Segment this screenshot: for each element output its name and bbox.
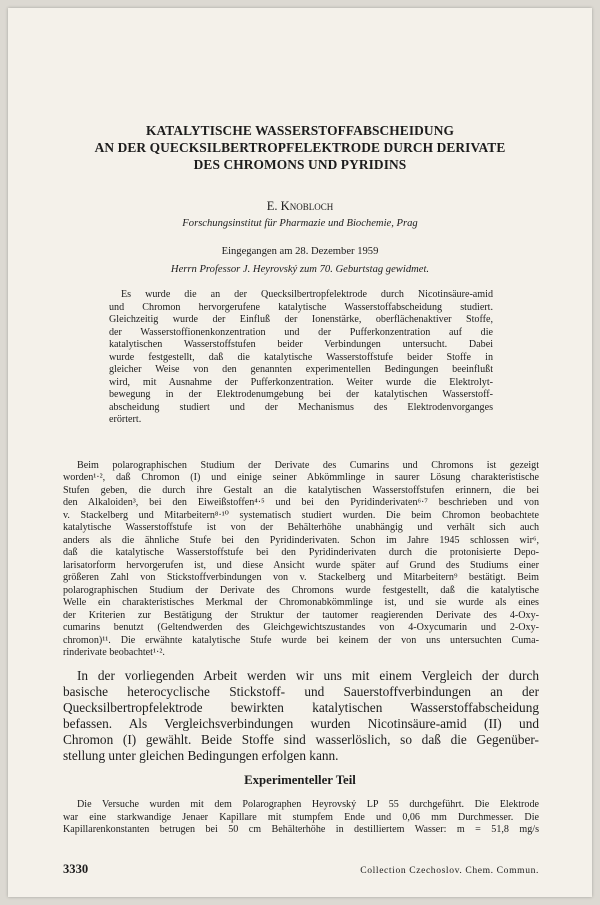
- body-line: befassen. Als Vergleichsverbindungen wurden Nicotinsäure-amid (II) und: [63, 716, 539, 732]
- body-line: In der vorliegenden Arbeit werden wir uns mit einem Vergleich der durch: [77, 668, 539, 683]
- body-line: daß die katalytische Wasserstoffstufe bei den Pyridinderivaten durch die protonisierte Depo-: [63, 547, 539, 559]
- title-line: DES CHROMONS UND PYRIDINS: [193, 157, 407, 172]
- journal-name: Collection Czechoslov. Chem. Commun.: [360, 865, 539, 876]
- title-line: AN DER QUECKSILBERTROPFELEKTRODE DURCH DERIVATE: [94, 140, 506, 155]
- author-text: E. Knobloch: [266, 199, 334, 213]
- received-date: Eingegangen am 28. Dezember 1959: [221, 246, 379, 257]
- body-line: cumarins benutzt (Geltendwerden des Gleichgewichtszustandes von 4-Oxycumarin und 2-Oxy-: [63, 622, 539, 634]
- body-line: v. Stackelberg und Mitarbeitern⁸·¹⁰ systematisch studiert wurden. Die beim Chromon beobachtete: [63, 509, 539, 521]
- body-line: stellung unter gleichen Bedingungen erfolgen kann.: [63, 748, 339, 764]
- body-line: anders als die ähnliche Stufe bei den Pyridinderivaten. Schon im Jahre 1945 schlossen wir⁶,: [63, 534, 539, 546]
- body-line: Die Versuche wurden mit dem Polarographen Heyrovský LP 55 durchgeführt. Die Elektrode: [77, 799, 539, 810]
- body-line: Kapillarenkonstanten betrugen bei 50 cm Behälterhöhe in destilliertem Wasser: m = 51,8 mg/s: [63, 824, 539, 835]
- title-line: KATALYTISCHE WASSERSTOFFABSCHEIDUNG: [146, 123, 454, 138]
- section-heading: Experimenteller Teil: [244, 773, 356, 787]
- article-title: [48, 122, 552, 173]
- abstract-line: bewegung in der Elektrodenumgebung bei der katalytischen Wasserstoff-: [109, 389, 493, 400]
- abstract-line: abscheidung studiert und der Mechanismus des Elektrodenvorganges: [109, 401, 493, 413]
- abstract-line: der Wasserstoffionenkonzentration und der Pufferkonzentration auf die: [109, 326, 493, 338]
- body-line: Beim polarographischen Studium der Derivate des Cumarins und Chromons ist gezeigt: [77, 460, 539, 471]
- body-line: den Alkaloiden³, bei den Eiweißstoffen⁴·⁵ und bei den Pyridinderivaten⁶·⁷ beschrieben und von: [63, 497, 539, 509]
- body-line: Welle ein charakteristisches Merkmal der Chromonabkömmlinge ist, und sie wurde als eines: [63, 597, 539, 609]
- page-number: 3330: [63, 862, 89, 876]
- body-line: Quecksilbertropfelektrode bewirkten katalytischen Wasserstoffabscheidung: [63, 700, 539, 716]
- intro-paragraph: [63, 460, 539, 660]
- abstract-line: Gleichzeitig wurde der Einfluß der Ionenstärke, oberflächenaktiver Stoffe,: [109, 314, 493, 325]
- dedication: Herrn Professor J. Heyrovský zum 70. Geburtstag gewidmet.: [170, 264, 430, 275]
- body-line: größeren Zahl von Stickstoffverbindungen von v. Stackelberg und Mitarbeitern⁹ bestätigt. Beim: [63, 572, 539, 584]
- body-line: rinderivate beobachtet¹·².: [63, 647, 165, 659]
- abstract-line: erörtert.: [109, 414, 142, 425]
- paper-page: [8, 8, 592, 897]
- body-line: der Kriterien zur Bestätigung der Struktur der tautomer reagierenden Derivate des 4-Oxy-: [63, 609, 539, 621]
- main-paragraph: [63, 668, 539, 765]
- body-line: war eine starkwandige Jenaer Kapillare mit stumpfem Ende und 0,06 mm Durchmesser. Die: [63, 811, 539, 823]
- abstract-line: gleicher Weise von den genannten experimentellen Bedingungen beeinflußt: [109, 364, 493, 375]
- institution: Forschungsinstitut für Pharmazie und Biochemie, Prag: [182, 218, 418, 229]
- body-line: katalytische Wasserstoffstufe ist von der Behälterhöhe unabhängig und verhält sich auch: [63, 522, 539, 534]
- abstract-line: Es wurde die an der Quecksilbertropfelektrode durch Nicotinsäure-amid: [121, 289, 493, 300]
- body-line: basische heterocyclische Stickstoff- und Sauerstoffverbindungen an der: [63, 684, 539, 700]
- abstract-line: und Chromon hervorgerufene katalytische Wasserstoffabscheidung studiert.: [109, 301, 493, 313]
- body-line: Stufen geben, die durch ihre Gestalt an die katalytischen Wasserstoffstufen erinnern, die bei: [63, 484, 539, 496]
- abstract-line: wird, mit Ausnahme der Pufferkonzentration. Weiter wurde die Elektrolyt-: [109, 376, 493, 388]
- body-line: Chromon (I) gewählt. Beide Stoffe sind wasserlöslich, so daß die Gegenüber-: [63, 732, 539, 748]
- body-line: larisatorform hervorgerufen ist, und diese Ansicht wurde später auf Grund des Studiums einer: [63, 559, 539, 571]
- abstract-line: wurde festgestellt, daß die katalytische Wasserstoffstufe beider Stoffe in: [109, 351, 493, 363]
- body-line: worden¹·², daß Chromon (I) und einige seiner Abkömmlinge in saurer Lösung charakteristische: [63, 472, 539, 484]
- abstract-line: katalytischen Wasserstoffstufen beider Verbindungen untersucht. Dabei: [109, 339, 493, 350]
- abstract: [109, 289, 493, 427]
- body-line: chromon)¹¹. Die erwähnte katalytische Stufe wurde bei keinem der von uns untersuchten Cuma-: [63, 634, 539, 646]
- experimental-paragraph: [63, 799, 539, 837]
- body-line: polarographischen Studium der Derivate des Chromons wurde festgestellt, daß die katalytische: [63, 584, 539, 596]
- author-name: [48, 199, 552, 214]
